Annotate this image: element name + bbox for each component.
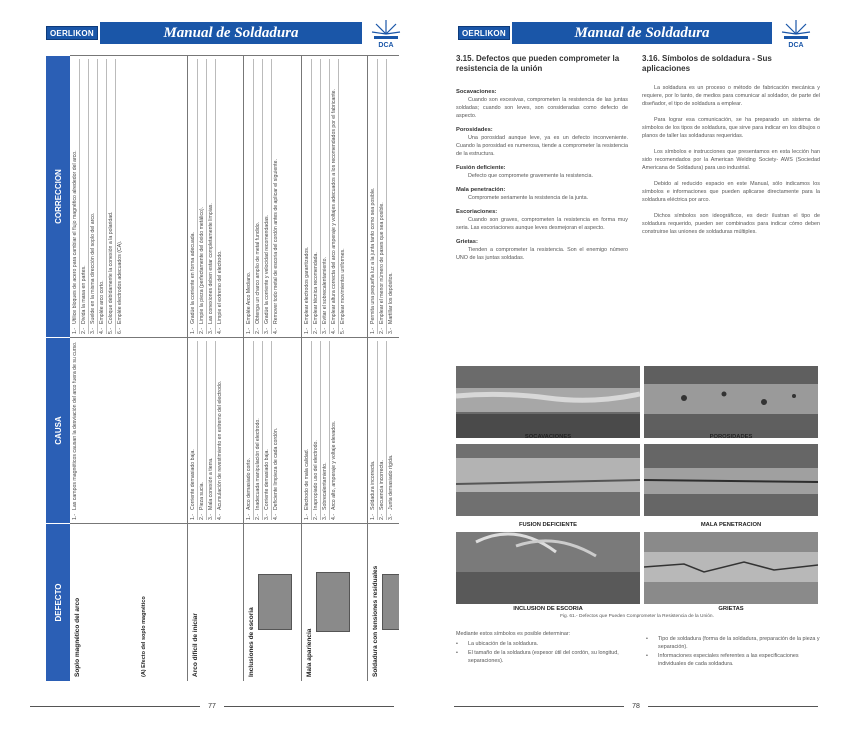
list-item	[330, 59, 339, 334]
item-text: Arco alto, amperaje y voltaje elevados.	[331, 420, 337, 510]
dca-emblem-icon	[780, 18, 812, 48]
defect-cell	[368, 523, 399, 681]
list-item	[116, 59, 125, 334]
section-3-16-title: 3.16. Símbolos de soldadura - Sus aplicaciones	[642, 54, 772, 73]
list-item	[254, 341, 263, 520]
item-number: 1.-	[245, 513, 252, 520]
list-item	[303, 341, 312, 520]
list-item	[207, 59, 216, 334]
cause-cell	[244, 337, 301, 523]
fix-cell	[368, 55, 399, 337]
item-number: 1.-	[303, 327, 310, 334]
defect-cell	[188, 523, 243, 681]
list-item	[272, 341, 281, 520]
item-number: 1.-	[303, 513, 310, 520]
defect-name: Mala apariencia	[306, 628, 313, 677]
header-defecto: DEFECTO	[46, 523, 70, 681]
symbols-paragraph: La soldadura es un proceso o método de fabricación mecánica y requiere, por lo tanto, de medios para comunicar al soldador, de parte del diseñador, el tipo de soldadura a emplear.	[642, 85, 820, 107]
list-item	[216, 59, 225, 334]
item-text: Permita una pequeña luz a la junta tanto como sea posible.	[369, 187, 376, 324]
dca-emblem-icon	[370, 18, 402, 48]
fix-cell	[188, 55, 243, 337]
defect-heading: Socavaciones:	[456, 89, 497, 95]
item-text: Electrodo de mala calidad.	[303, 448, 310, 510]
list-item	[89, 59, 98, 334]
item-number: 3.-	[388, 327, 394, 334]
list-item	[107, 59, 116, 334]
photo-grietas	[644, 532, 818, 604]
photo-fusion-deficiente	[456, 444, 640, 516]
bullet-item	[646, 635, 822, 651]
item-text: Emplear altura correcta del arco amperaje y voltajes adecuados a los recomendados por el fabricante.	[330, 88, 337, 324]
list-item	[321, 341, 330, 520]
item-text: Gradúe la corriente en forma adecuada.	[189, 232, 196, 324]
defect-image	[382, 575, 399, 631]
symbols-paragraph: Los símbolos e instrucciones que presentamos en esta lección han sido recomendados por la American Welding Society- AWS (Sociedad Americana de Soldadura) para uso industrial.	[642, 149, 820, 171]
svg-text:DCA: DCA	[788, 42, 804, 48]
item-text: Acumulación de revestimiento en extremo del electrodo.	[217, 380, 223, 510]
item-number: 2.-	[378, 327, 385, 334]
photo-porosidades	[644, 366, 818, 438]
label-porosidades: POROSIDADES	[709, 434, 753, 440]
item-text: Corriente demasiado baja.	[263, 449, 270, 510]
list-item	[189, 59, 198, 334]
item-text: Inapropiado uso del electrodo.	[312, 440, 319, 510]
bullet-icon: •	[646, 653, 648, 659]
brand-logo: OERLIKON	[458, 22, 510, 44]
item-number: 4.-	[331, 513, 337, 520]
defects-text-column	[456, 82, 628, 262]
item-number: 2.-	[80, 327, 87, 334]
item-number: 4.-	[217, 327, 223, 334]
defect-image	[258, 575, 292, 631]
item-number: 3.-	[207, 513, 214, 520]
symbols-paragraph: Debido al reducido espacio en este Manual, sólo indicamos los símbolos e informaciones que pueden aplicarse directamente para la soldadura eléctrica por arco.	[642, 181, 820, 203]
section-3-15-title: 3.15. Defectos que pueden comprometer la resistencia de la unión	[456, 54, 620, 73]
list-item	[312, 341, 321, 520]
label-grietas: GRIETAS	[718, 606, 744, 612]
cause-cell	[368, 337, 399, 523]
list-item	[80, 59, 89, 334]
item-number: 6.-	[117, 327, 123, 334]
item-number: 4.-	[273, 513, 279, 520]
footer	[454, 699, 818, 713]
right-page	[424, 0, 848, 742]
item-text: Evitar el sobrecalentamiento.	[321, 257, 328, 324]
table-row	[244, 55, 302, 681]
list-item	[245, 59, 254, 334]
bullets-right	[646, 634, 822, 668]
item-text: Emplée Arco Mediano.	[245, 271, 252, 324]
list-item	[339, 59, 348, 334]
defect-subcaption: (A) Efecto del soplo magnético	[141, 596, 147, 677]
bullet-text: La ubicación de la soldadura.	[468, 641, 539, 647]
defect-heading: Escoriaciones:	[456, 209, 498, 215]
list-item	[263, 341, 272, 520]
item-text: Deficiente limpieza de cada cordón.	[273, 427, 279, 510]
item-text: Sobrecalentamiento.	[321, 462, 328, 510]
defect-paragraph: Cuando son graves, comprometen la resistencia en forma muy seria. Las escoriaciones aunque leves desmejoran el aspecto.	[456, 217, 628, 231]
list-item	[330, 341, 339, 520]
list-item	[303, 59, 312, 334]
item-number: 2.-	[254, 327, 261, 334]
defect-paragraph: Cuando son excesivas, comprometen la resistencia de las juntas soldadas; cuando son leves, son consideradas como defecto de aspecto.	[456, 97, 628, 119]
defect-paragraph: Tienden a comprometer la resistencia. Son el enemigo número UNO de las juntas soldadas.	[456, 247, 628, 261]
bullet-icon: •	[456, 641, 458, 647]
item-text: Limpie la pieza (perfectamente del óxido metálico).	[198, 206, 205, 324]
bullet-text: Tipo de soldadura (forma de la soldadura, preparación de la pieza y separación).	[658, 636, 820, 650]
item-number: 1.-	[369, 327, 376, 334]
item-text: Emplear técnica recomendada.	[312, 252, 319, 324]
item-text: Corriente demasiado baja.	[189, 449, 196, 510]
item-number: 5.-	[107, 327, 114, 334]
item-number: 2.-	[312, 327, 319, 334]
bullet-item	[456, 649, 636, 665]
item-number: 4.-	[273, 327, 279, 334]
item-text: Coloque debidamente la conexión a la polaridad.	[107, 211, 114, 324]
item-text: Martillar los depósitos.	[388, 272, 394, 324]
list-item	[387, 59, 396, 334]
cause-cell	[188, 337, 243, 523]
cause-cell	[70, 337, 187, 523]
photo-inclusion-escoria	[456, 532, 640, 604]
fix-cell	[70, 55, 187, 337]
footer	[30, 699, 394, 713]
defect-heading: Grietas:	[456, 239, 478, 245]
list-item	[263, 59, 272, 334]
header-causa: CAUSA	[46, 337, 70, 523]
list-item	[189, 341, 198, 520]
label-inclusion-escoria: INCLUSION DE ESCORIA	[513, 606, 583, 612]
defect-cell	[302, 523, 367, 681]
list-item	[321, 59, 330, 334]
item-number: 4.-	[217, 513, 223, 520]
table-row	[70, 55, 188, 681]
label-fusion-deficiente: FUSION DEFICIENTE	[519, 522, 577, 528]
cause-cell	[302, 337, 367, 523]
item-text: Arco demasiado corto.	[245, 458, 252, 510]
page-number: 78	[632, 702, 640, 710]
item-number: 3.-	[321, 513, 328, 520]
item-text: Inadecuada manipulación del electrodo.	[254, 418, 261, 510]
bullet-icon: •	[646, 636, 648, 642]
list-item	[207, 341, 216, 520]
defect-paragraph: Una porosidad aunque leve, ya es un defecto inconveniente. Cuando la porosidad es numerosa, tiende a comprometer la resistencia de la estructura.	[456, 135, 628, 157]
label-socavaciones: SOCAVACIONES	[524, 434, 572, 440]
item-number: 2.-	[198, 327, 205, 334]
item-number: 1.-	[189, 513, 196, 520]
defect-image	[316, 573, 350, 633]
page-number: 77	[208, 702, 216, 710]
symbols-paragraph: Dichos símbolos son ideográficos, es decir ilustran el tipo de soldadura requerido, pueden ser combinados para indicar cómo deben construirse las uniones de soldaduras múltiples.	[642, 213, 820, 235]
defect-name: Soplo magnético del arco	[74, 597, 81, 677]
symbols-paragraph: Para lograr esa comunicación, se ha preparado un sistema de símbolos de los tipos de soldadura, que sirve para indicar en los dibujos o planos de taller las soldaduras requeridas.	[642, 117, 820, 139]
list-item	[378, 59, 387, 334]
item-number: 2.-	[312, 513, 319, 520]
item-number: 3.-	[263, 327, 270, 334]
fix-cell	[244, 55, 301, 337]
item-number: 3.-	[321, 327, 328, 334]
photo-mala-penetracion	[644, 444, 818, 516]
item-text: Suelde en la misma dirección del soplo del arco.	[89, 212, 96, 324]
list-item	[71, 341, 80, 520]
table-row	[368, 55, 399, 681]
item-text: Las campos magnéticos causan la desviación del arco fuera de su curso.	[72, 341, 78, 510]
bullets-left	[456, 630, 636, 665]
item-number: 2.-	[378, 513, 385, 520]
item-number: 3.-	[207, 327, 214, 334]
item-text: Secuencia incorrecta.	[378, 460, 385, 510]
defect-heading: Porosidades:	[456, 127, 493, 133]
intro-text: Mediante estos símbolos es posible determinar:	[456, 631, 571, 637]
item-text: Soldadura incorrecta.	[369, 460, 376, 510]
list-item	[98, 59, 107, 334]
figure-caption: Fig. 61.- Defectos que Pueden Comprometer la Resistencia de la Unión.	[560, 614, 714, 619]
defect-name: Arco difícil de iniciar	[192, 613, 199, 677]
list-item	[198, 59, 207, 334]
item-text: Mala conexión a tierra.	[207, 457, 214, 510]
item-text: Emplear electrodos garantizados.	[303, 246, 310, 324]
bullet-item	[456, 640, 636, 648]
item-text: Emplée electrodos adecuados (CA).	[117, 240, 123, 324]
list-item	[312, 59, 321, 334]
item-number: 3.-	[263, 513, 270, 520]
item-number: 2.-	[198, 513, 205, 520]
label-mala-penetracion: MALA PENETRACION	[700, 522, 762, 528]
bullet-icon: •	[456, 650, 458, 656]
item-number: 2.-	[254, 513, 261, 520]
table-row	[188, 55, 244, 681]
defect-name: Soldadura con tensiones residuales	[372, 565, 379, 677]
item-text: Emplear el menor número de pases que sea posible.	[378, 202, 385, 324]
page-title: Manual de Soldadura	[512, 22, 772, 44]
table-row	[302, 55, 368, 681]
item-text: Gradúe la corriente y velocidad recomendadas.	[263, 215, 270, 324]
item-number: 1.-	[245, 327, 252, 334]
defect-cell	[244, 523, 301, 681]
item-number: 1.-	[189, 327, 196, 334]
item-text: Las conexiones deben estar completamente limpias.	[207, 203, 214, 324]
header-correccion: CORRECCION	[46, 55, 70, 337]
defect-heading: Fusión deficiente:	[456, 165, 506, 171]
defects-table	[46, 55, 399, 681]
list-item	[71, 59, 80, 334]
page-title: Manual de Soldadura	[100, 22, 362, 44]
item-text: Divida la masa en partes.	[80, 265, 87, 324]
table-header	[46, 55, 70, 681]
item-number: 1.-	[369, 513, 376, 520]
defect-name: Inclusiones de escoria	[248, 607, 255, 677]
bullet-text: Informaciones especiales referentes a las especificaciones individuales de cada soldadura.	[658, 653, 799, 667]
list-item	[198, 341, 207, 520]
brand-logo: OERLIKON	[46, 22, 98, 44]
list-item	[254, 59, 263, 334]
defect-paragraph: Compromete seriamente la resistencia de la junta.	[468, 195, 589, 201]
item-text: Emplée arco corto.	[98, 280, 105, 324]
defect-cell	[70, 523, 187, 681]
item-number: 4.-	[98, 327, 105, 334]
fix-cell	[302, 55, 367, 337]
item-text: Limpie el extremo del electrodo.	[217, 250, 223, 324]
list-item	[387, 341, 396, 520]
photo-socavaciones	[456, 366, 640, 438]
list-item	[378, 341, 387, 520]
list-item	[369, 341, 378, 520]
bullet-text: El tamaño de la soldadura (espesor útil del cordón, su longitud, separaciones).	[468, 650, 619, 664]
item-text: Utilice bloques de acero para cambiar el flujo magnético alrededor del arco.	[71, 150, 78, 324]
list-item	[245, 341, 254, 520]
item-text: Pieza sucia.	[198, 482, 205, 510]
bullet-item	[646, 652, 822, 668]
item-text: Obtenga un charco amplio de metal fundido.	[254, 221, 261, 324]
item-number: 5.-	[340, 327, 346, 334]
item-text: Remover todo metal de escoria del cordón antes de aplicar el siguiente.	[273, 159, 279, 324]
list-item	[272, 59, 281, 334]
item-number: 1.-	[71, 327, 78, 334]
item-number: 1.-	[72, 513, 78, 520]
svg-text:DCA: DCA	[378, 42, 394, 48]
item-text: Emplear movimientos uniformes.	[340, 248, 346, 324]
item-text: Junta demasiado rígida.	[388, 454, 394, 510]
item-number: 3.-	[89, 327, 96, 334]
list-item	[369, 59, 378, 334]
item-number: 4.-	[330, 327, 337, 334]
item-number: 3.-	[388, 513, 394, 520]
list-item	[216, 341, 225, 520]
defect-paragraph: Defecto que compromete gravemente la resistencia.	[468, 173, 593, 179]
defect-heading: Mala penetración:	[456, 187, 506, 193]
symbols-text-column	[642, 84, 820, 236]
